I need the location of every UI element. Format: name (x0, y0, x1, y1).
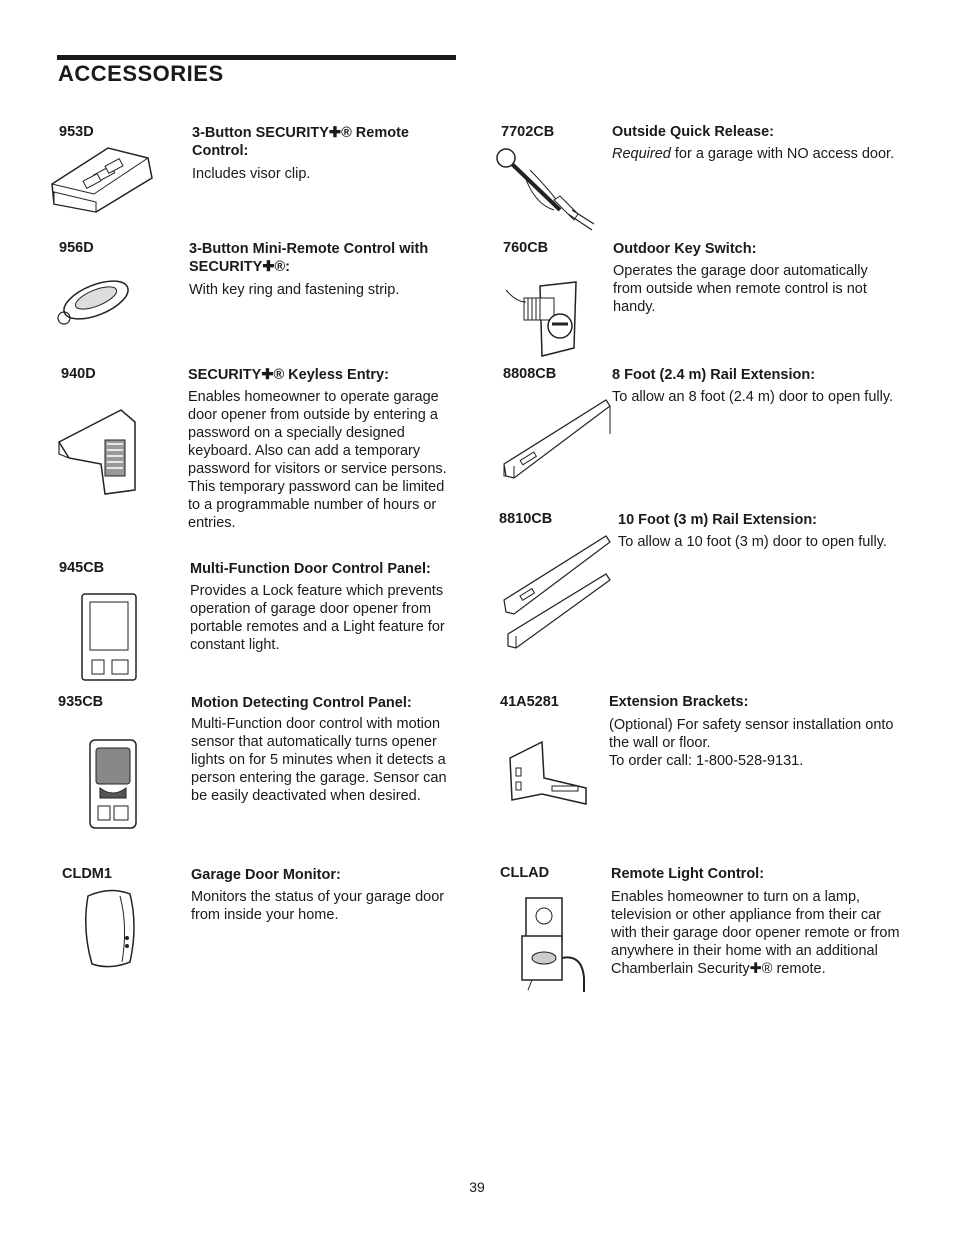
part-number: 953D (59, 124, 94, 140)
accessory-description: Enables homeowner to turn on a lamp, television or other appliance from their car with their garage door opener remote or from anywhere in their home with an additional Chamberlain Security✚® remote. (611, 889, 900, 977)
garage-door-monitor-illustration (80, 886, 140, 970)
accessory-heading: 3-Button Mini-Remote Control with SECURITY✚®: (189, 241, 429, 275)
accessory-description: Multi-Function door control with motion sensor that automatically turns opener lights on for 5 minutes when it detects a person entering the garage. Sensor can be easily deactivated when desired. (191, 716, 447, 804)
description-text: (Optional) For safety sensor installation onto the wall or floor. (609, 717, 894, 751)
accessory-description: Includes visor clip. (192, 166, 311, 182)
accessory-description (609, 716, 894, 770)
mini-remote-illustration (52, 276, 132, 332)
rail-extension-8ft-illustration (502, 394, 614, 488)
part-number: 8808CB (503, 366, 557, 382)
order-phone: To order call: 1-800-528-9131. (609, 753, 804, 769)
part-number: 945CB (59, 560, 105, 576)
key-switch-illustration (500, 278, 580, 360)
remote-light-control-illustration (518, 896, 592, 994)
part-number: 7702CB (501, 124, 555, 140)
part-number: 935CB (58, 694, 104, 710)
rail-extension-10ft-illustration (502, 534, 614, 652)
title-rule (57, 55, 456, 60)
accessory-description: With key ring and fastening strip. (189, 282, 400, 298)
door-control-panel-illustration (78, 592, 140, 682)
required-emphasis: Required (612, 146, 671, 162)
accessory-heading: 3-Button SECURITY✚® Remote Control: (192, 125, 409, 159)
accessory-description: To allow an 8 foot (2.4 m) door to open fully. (612, 389, 894, 405)
quick-release-illustration (494, 144, 598, 236)
extension-bracket-illustration (506, 738, 590, 810)
accessory-heading: Remote Light Control: (611, 866, 765, 882)
accessory-heading: Extension Brackets: (609, 694, 749, 710)
part-number: CLLAD (500, 865, 550, 881)
accessory-description (612, 145, 897, 163)
part-number: CLDM1 (62, 866, 112, 882)
page-number: 39 (469, 1179, 485, 1195)
accessory-description: Provides a Lock feature which prevents operation of garage door opener from portable remotes and a Light feature for constant light. (190, 583, 445, 653)
accessory-heading: 10 Foot (3 m) Rail Extension: (618, 512, 817, 528)
accessory-heading: SECURITY✚® Keyless Entry: (188, 367, 389, 383)
motion-control-panel-illustration (86, 736, 144, 832)
accessory-description: Monitors the status of your garage door from inside your home. (191, 889, 445, 923)
accessory-description: Enables homeowner to operate garage door opener from outside by entering a password on a specially designed keyboard. Also can add a temporary password for visitors or service persons. This temporary password can be limited to a programmable number of hours or entries. (188, 389, 447, 531)
part-number: 8810CB (499, 511, 553, 527)
accessory-heading: Garage Door Monitor: (191, 867, 341, 883)
accessory-heading: Outdoor Key Switch: (613, 241, 757, 257)
accessory-description: To allow a 10 foot (3 m) door to open fully. (618, 534, 887, 550)
part-number: 956D (59, 240, 94, 256)
part-number: 940D (61, 366, 96, 382)
part-number: 41A5281 (500, 694, 559, 710)
description-text: for a garage with NO access door. (670, 146, 895, 162)
keyless-entry-illustration (55, 406, 143, 498)
accessory-heading: Multi-Function Door Control Panel: (190, 561, 431, 577)
accessory-heading: Outside Quick Release: (612, 124, 774, 140)
accessory-description: Operates the garage door automatically from outside when remote control is not handy. (613, 263, 868, 315)
remote-control-illustration (48, 140, 156, 216)
part-number: 760CB (503, 240, 549, 256)
page-title: ACCESSORIES (58, 61, 224, 86)
accessory-heading: Motion Detecting Control Panel: (191, 695, 412, 711)
accessory-heading: 8 Foot (2.4 m) Rail Extension: (612, 367, 816, 383)
